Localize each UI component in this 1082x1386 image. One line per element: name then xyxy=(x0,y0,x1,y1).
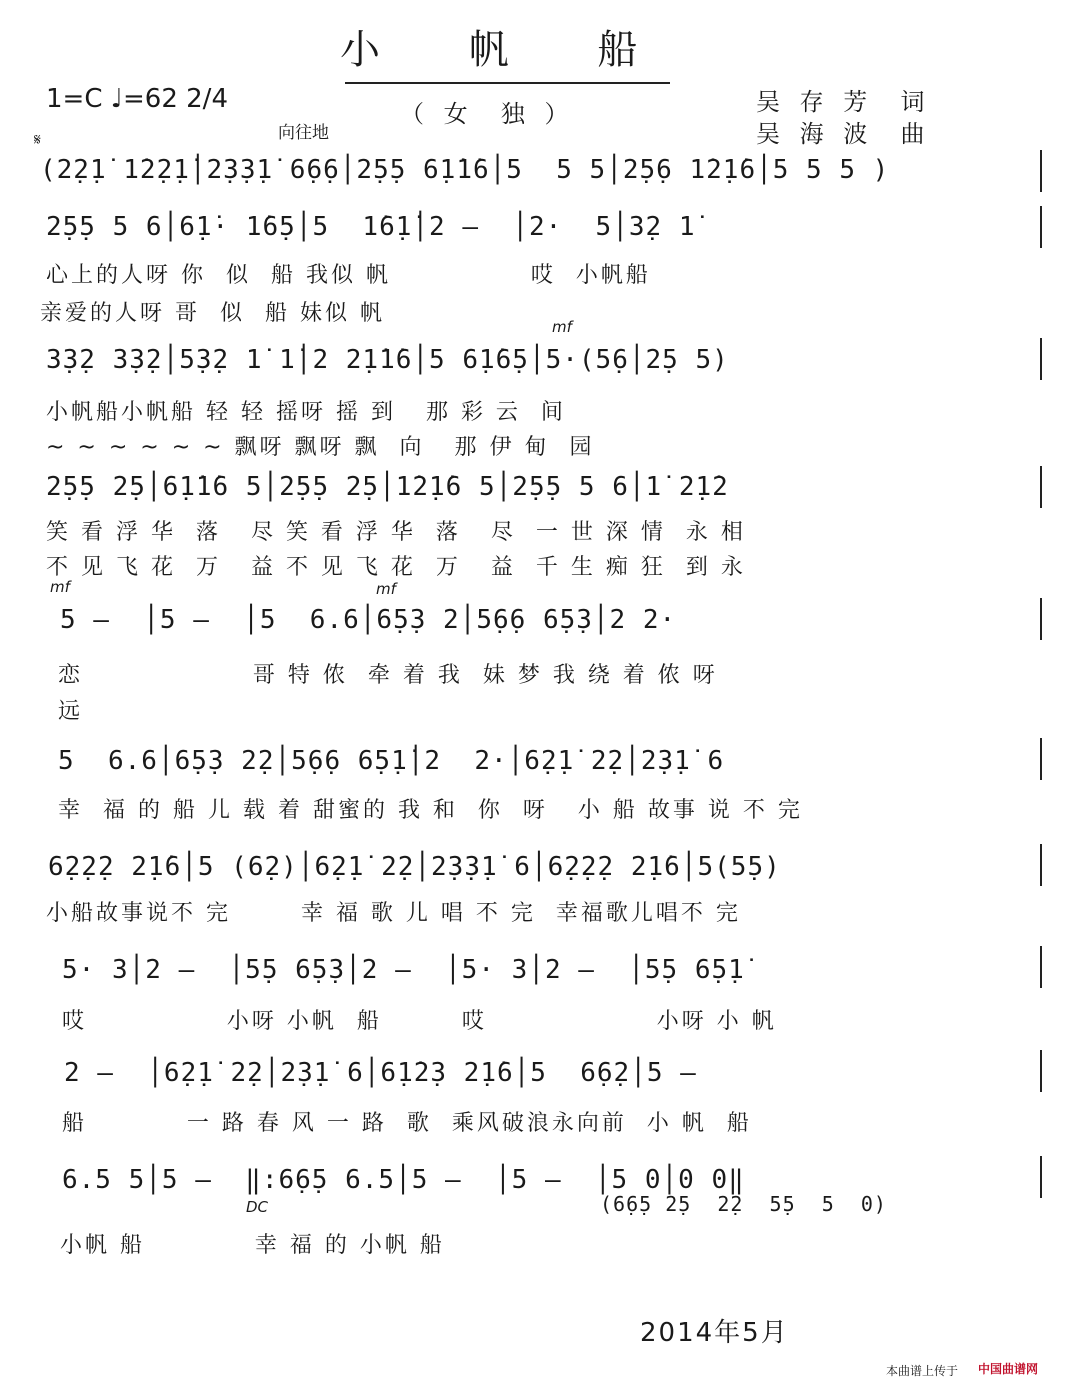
notation-line-2: 2̣5̣5 5 6│6̣1̇· 1̇6̣5│5 1̇6̣1̇│2 — │2· 5│3̣2 1̇ xyxy=(46,212,696,242)
lyric-line-10: 小帆 船 幸 福 的 小帆 船 xyxy=(60,1233,445,1258)
song-title: 小 帆 船 xyxy=(340,27,676,73)
site-logo: 中国曲谱网 xyxy=(978,1362,1039,1376)
dynamic-mark: mf xyxy=(50,578,70,596)
notation-line-9: 2 — │6̣2̣1̇ 2̣2│2̣3̣1̇ 6│6̣1̇2̣3 2̣1̇6│5 6̣6̣2│5 — xyxy=(64,1058,697,1088)
lyric-line-9: 船 一 路 春 风 一 路 歌 乘风破浪永向前 小 帆 船 xyxy=(62,1111,752,1136)
lyric-line-3b: ~ ~ ~ ~ ~ ~ 飘呀 飘呀 飘 向 那 伊 甸 园 xyxy=(46,435,595,460)
title-rule xyxy=(345,82,670,84)
lyric-line-5a: 恋 哥 特 侬 牵 着 我 妹 梦 我 绕 着 侬 呀 xyxy=(58,663,718,688)
key-signature: 1=C ♩=62 2/4 xyxy=(46,84,228,114)
notation-line-7: 6̣2̣2̣2 2̣1̇6│5 (6̣2)│6̣2̣1̇ 2̣2│2̣3̣3̣1̇ 6│6̣2̣2̣2 2̣1̇6│5(5̣5) xyxy=(48,852,781,882)
lyric-line-3a: 小帆船小帆船 轻 轻 摇呀 摇 到 那 彩 云 间 xyxy=(46,400,566,425)
dynamic-mark: mf xyxy=(376,580,396,598)
composer: 吴 海 波 曲 xyxy=(756,120,931,148)
barline xyxy=(1040,1050,1042,1092)
da-capo-mark: DC xyxy=(246,1198,269,1216)
notation-line-6: 5 6.6│6̣5̣3 2̣2│5̣6̣6 6̣5̣1̇│2 2·│6̣2̣1̇ 2̣2│2̣3̣1̇ 6 xyxy=(58,746,725,776)
lyric-line-6: 幸 福 的 船 儿 载 着 甜蜜的 我 和 你 呀 小 船 故事 说 不 完 xyxy=(58,798,803,823)
footer-text: 本曲谱上传于 xyxy=(886,1364,959,1378)
barline xyxy=(1040,150,1042,192)
lyricist: 吴 存 芳 词 xyxy=(756,88,931,116)
lyric-line-2a: 心上的人呀 你 似 船 我似 帆 哎 小帆船 xyxy=(46,263,651,288)
notation-line-3: 3̣3̣2 3̣3̣2│5̣3̣2 1̇ 1̇│2 2̣1̇1̇6│5 6̣1̇6̣5│5·(5̣6│2̣5 5) xyxy=(46,345,729,375)
lyric-line-2b: 亲爱的人呀 哥 似 船 妹似 帆 xyxy=(40,301,385,326)
barline xyxy=(1040,844,1042,886)
barline xyxy=(1040,466,1042,508)
barline xyxy=(1040,338,1042,380)
subtitle: （ 女 独 ） xyxy=(400,100,575,128)
notation-line-5: 5 — │5 — │5 6.6│6̣5̣3 2│5̣6̣6 6̣5̣3│2 2· xyxy=(60,605,677,635)
barline xyxy=(1040,738,1042,780)
accompaniment-line: (6̣6̣5 2̣5 2̣2 5̣5 5 0) xyxy=(600,1192,887,1216)
lyric-line-8: 哎 小呀 小帆 船 哎 小呀 小 帆 xyxy=(62,1009,777,1034)
barline xyxy=(1040,206,1042,248)
lyric-line-4a: 笑 看 浮 华 落 尽 笑 看 浮 华 落 尽 一 世 深 情 永 相 xyxy=(46,520,746,545)
barline xyxy=(1040,946,1042,988)
notation-line-10: 6.5 5│5 — ‖:6̣6̣5 6.5│5 — │5 — │5 0│0 0‖ xyxy=(62,1165,745,1195)
segno-sign: 𝄋 xyxy=(34,130,41,149)
barline xyxy=(1040,1156,1042,1198)
notation-line-4: 2̣5̣5 2̣5│6̣1̇1̇6 5│2̣5̣5 2̣5│1̇2̣1̇6 5│2̣5̣5 5 6│1̇ 2̣1̇2 xyxy=(46,472,729,502)
tempo-mark: 向往地 xyxy=(278,123,329,143)
notation-line-1: (2̣2̣1̇ 1̇2̣2̣1̇│2̣3̣3̣1̇ 6̣6̣6│2̣5̣5 6̣1̇1̇6│5 5 5│2̣5̣6 1̇2̣1̇6│5 5 5 ) xyxy=(40,155,890,185)
lyric-line-5b: 远 xyxy=(58,699,84,724)
composition-date: 2014年5月 xyxy=(640,1318,789,1348)
notation-line-8: 5· 3│2 — │5̣5 6̣5̣3│2 — │5· 3│2 — │5̣5 6̣5̣1̇ xyxy=(62,955,745,985)
dynamic-mark: mf xyxy=(552,318,572,336)
barline xyxy=(1040,598,1042,640)
lyric-line-4b: 不 见 飞 花 万 益 不 见 飞 花 万 益 千 生 痴 狂 到 永 xyxy=(46,555,746,580)
lyric-line-7: 小船故事说不 完 幸 福 歌 儿 唱 不 完 幸福歌儿唱不 完 xyxy=(46,901,741,926)
